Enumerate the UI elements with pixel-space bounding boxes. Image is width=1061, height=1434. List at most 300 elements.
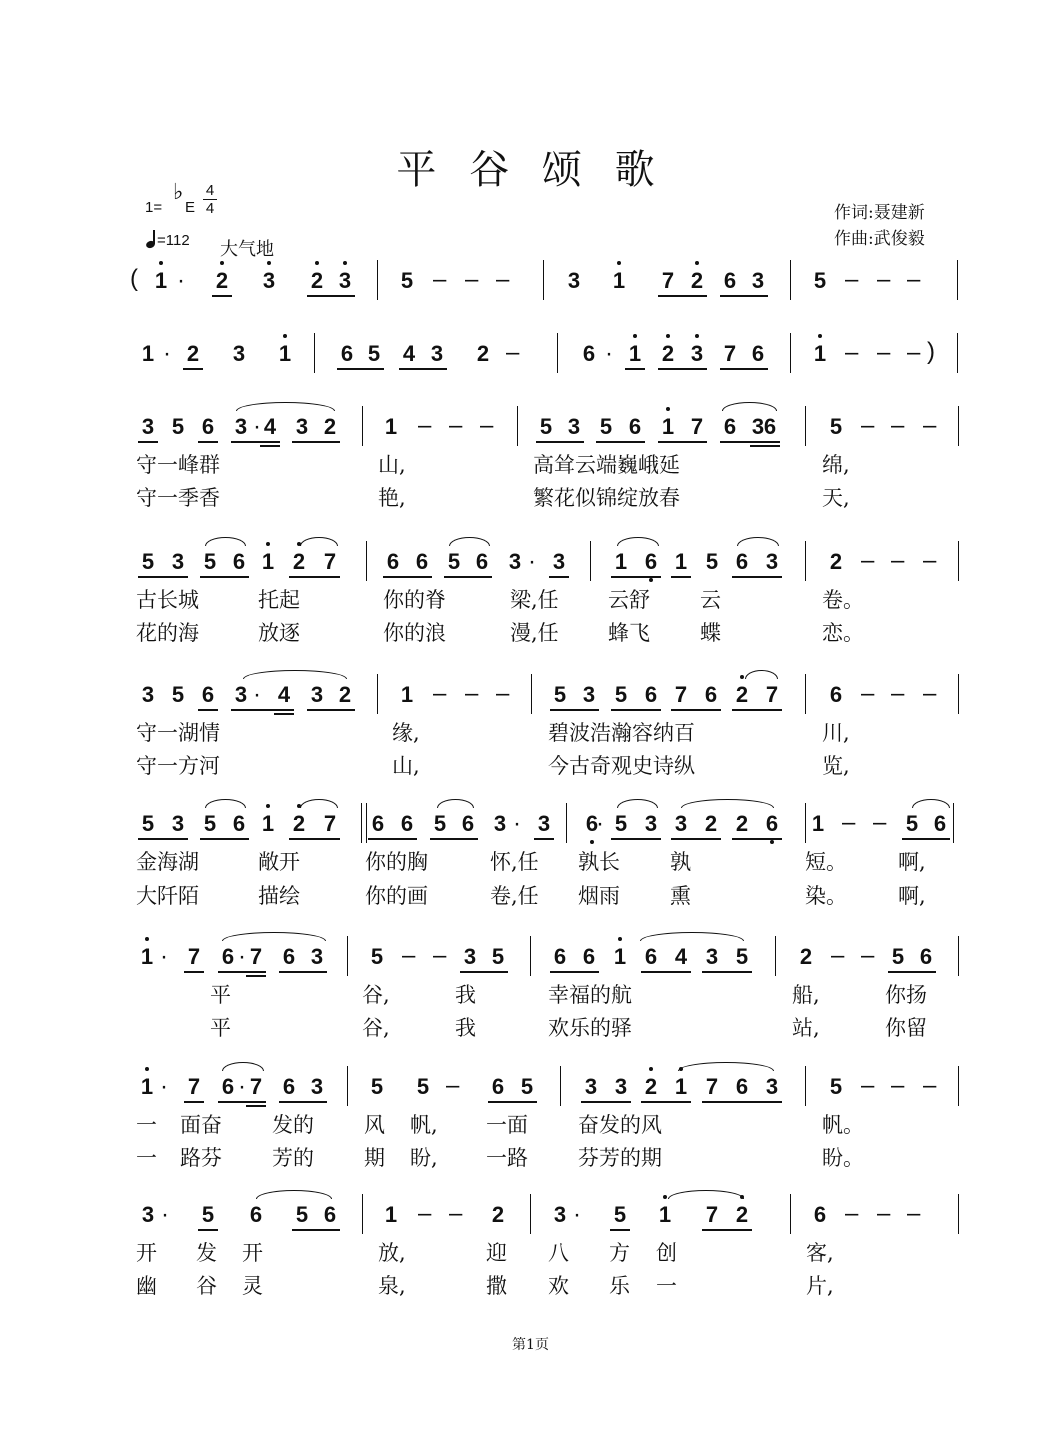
- barline: [543, 260, 544, 300]
- underline: [732, 838, 782, 840]
- note: 2: [829, 549, 843, 574]
- octave-dot: [267, 261, 271, 265]
- underline: [246, 975, 266, 977]
- dash: –: [496, 266, 510, 293]
- barline: [517, 406, 518, 446]
- note: 2: [704, 811, 718, 836]
- underline: [198, 709, 218, 711]
- composer: 作曲:武俊毅: [834, 229, 925, 249]
- note: 7: [690, 414, 704, 439]
- barline: [347, 1066, 348, 1106]
- slur: [236, 402, 335, 411]
- note: 1: [813, 341, 827, 366]
- octave-dot: [315, 261, 319, 265]
- note: 3: [553, 1202, 567, 1227]
- underline: [337, 368, 384, 370]
- underline: [184, 1101, 204, 1103]
- note: 5: [553, 682, 567, 707]
- lyric-text: 一路: [486, 1146, 528, 1170]
- underline: [279, 971, 327, 973]
- note: 3: [262, 268, 276, 293]
- note: 1: [384, 414, 398, 439]
- augmentation-dot: ·: [160, 943, 168, 970]
- note: 3: [430, 341, 444, 366]
- note: 3: [141, 682, 155, 707]
- note: 1: [614, 549, 628, 574]
- slur: [678, 1062, 774, 1071]
- barline: [805, 541, 806, 581]
- lyric-text: 迎: [486, 1241, 507, 1265]
- lyric-text: 撒: [486, 1274, 507, 1298]
- slur: [681, 799, 774, 808]
- lyricist: 作词:聂建新: [834, 203, 925, 223]
- lyric-text: 我: [455, 983, 476, 1007]
- dash: –: [861, 547, 875, 574]
- credits: [834, 200, 925, 252]
- note: 6: [491, 1074, 505, 1099]
- note: 1: [141, 341, 155, 366]
- barline: [590, 541, 591, 581]
- octave-dot: [145, 1067, 149, 1071]
- note: 1: [384, 1202, 398, 1227]
- dash: –: [873, 809, 887, 836]
- lyric-text: 描绘: [258, 884, 300, 908]
- note: 3: [232, 341, 246, 366]
- lyric-text: 奋发的风: [578, 1113, 662, 1137]
- note: 2: [186, 341, 200, 366]
- note: 2: [735, 811, 749, 836]
- barline: [958, 1194, 959, 1234]
- note: 3: [141, 414, 155, 439]
- underline: [720, 441, 780, 443]
- note: 3: [567, 268, 581, 293]
- dash: –: [861, 1072, 875, 1099]
- dash: –: [891, 412, 905, 439]
- note: 3: [508, 549, 522, 574]
- octave-dot: [666, 334, 670, 338]
- lyric-text: 艳,: [378, 486, 406, 510]
- note: 6: [735, 549, 749, 574]
- lyric-text: 灵: [242, 1274, 263, 1298]
- tempo-marking: [145, 230, 190, 249]
- note: 6: [201, 682, 215, 707]
- augmentation-dot: ·: [177, 267, 185, 294]
- dash: –: [923, 1072, 937, 1099]
- note: 5: [735, 944, 749, 969]
- underline: [534, 838, 554, 840]
- lyric-text: 一: [136, 1113, 157, 1137]
- note: 6: [585, 811, 599, 836]
- note: 7: [674, 682, 688, 707]
- dash: –: [418, 412, 432, 439]
- dash: –: [496, 680, 510, 707]
- barline: [790, 1194, 791, 1234]
- octave-dot: [266, 542, 270, 546]
- underline: [902, 838, 950, 840]
- note: 5: [370, 944, 384, 969]
- note: 3: [567, 414, 581, 439]
- dash: –: [449, 1200, 463, 1227]
- underline: [460, 971, 508, 973]
- note: 6: [371, 811, 385, 836]
- slur: [640, 932, 744, 941]
- note: 3: [310, 944, 324, 969]
- note: 2: [215, 268, 229, 293]
- lyric-text: 片,: [806, 1274, 834, 1298]
- underline: [641, 971, 691, 973]
- note: 6: [735, 1074, 749, 1099]
- lyric-text: 发: [196, 1241, 217, 1265]
- note: 5: [416, 1074, 430, 1099]
- note: 5: [520, 1074, 534, 1099]
- lyric-text: 期: [364, 1146, 385, 1170]
- note: 6: [829, 682, 843, 707]
- augmentation-dot: ·: [513, 810, 521, 837]
- dash: –: [923, 680, 937, 707]
- lyric-text: 芬芳的期: [578, 1146, 662, 1170]
- note: 3: [310, 1074, 324, 1099]
- lyric-text: 芳的: [272, 1146, 314, 1170]
- dash: –: [842, 809, 856, 836]
- note: 6: [644, 549, 658, 574]
- lyric-text: 放逐: [258, 621, 300, 645]
- barline: [347, 936, 348, 976]
- lyric-text: 站,: [792, 1016, 820, 1040]
- note: 5: [171, 682, 185, 707]
- page-title: 平 谷 颂 歌: [396, 147, 665, 193]
- slur: [222, 1062, 264, 1071]
- note: 2: [491, 1202, 505, 1227]
- note: 6: [221, 944, 235, 969]
- lyric-text: 谷: [196, 1274, 217, 1298]
- underline: [430, 838, 478, 840]
- note: 1: [628, 341, 642, 366]
- note: 2: [735, 1202, 749, 1227]
- lyric-text: 山,: [392, 754, 420, 778]
- note: 7: [187, 1074, 201, 1099]
- underline: [289, 576, 340, 578]
- note: 3: [171, 549, 185, 574]
- note: 2: [338, 682, 352, 707]
- barline: [805, 674, 806, 714]
- lyric-text: 发的: [272, 1113, 314, 1137]
- note: 7: [249, 1074, 263, 1099]
- note: 3: [537, 811, 551, 836]
- lyric-text: 你的画: [365, 884, 428, 908]
- note: 1: [140, 944, 154, 969]
- note: 1: [278, 341, 292, 366]
- dash: –: [446, 1072, 460, 1099]
- note: 6: [763, 414, 777, 439]
- octave-dot: [266, 804, 270, 808]
- underline: [184, 971, 204, 973]
- underline: [658, 368, 707, 370]
- note: 7: [187, 944, 201, 969]
- note: 5: [491, 944, 505, 969]
- augmentation-dot: ·: [160, 1073, 168, 1100]
- note: 5: [829, 1074, 843, 1099]
- note: 5: [891, 944, 905, 969]
- note: 3: [765, 1074, 779, 1099]
- underline: [671, 709, 721, 711]
- slur: [256, 1190, 332, 1199]
- barline: [958, 936, 959, 976]
- dash: –: [907, 339, 921, 366]
- lyric-text: 守一方河: [136, 754, 220, 778]
- underline: [732, 576, 782, 578]
- note: 3: [765, 549, 779, 574]
- note: 5: [367, 341, 381, 366]
- lyric-text: 怀,任: [490, 850, 539, 874]
- note: 7: [705, 1074, 719, 1099]
- lyric-text: 欢: [548, 1274, 569, 1298]
- note: 2: [644, 1074, 658, 1099]
- lyric-text: 天,: [822, 486, 850, 510]
- note: 1: [674, 549, 688, 574]
- note: 6: [461, 811, 475, 836]
- lyric-text: 孰: [670, 850, 691, 874]
- dash: –: [433, 942, 447, 969]
- dash: –: [877, 339, 891, 366]
- note: 3: [751, 414, 765, 439]
- lyric-text: 梁,任: [510, 588, 559, 612]
- note: 4: [402, 341, 416, 366]
- barline: [560, 1066, 561, 1106]
- note: 1: [140, 1074, 154, 1099]
- lyric-text: 山,: [378, 453, 406, 477]
- expression-mark: 大气地: [220, 239, 274, 260]
- augmentation-dot: ·: [161, 1201, 169, 1228]
- note: 1: [154, 268, 168, 293]
- note: 6: [386, 549, 400, 574]
- lyric-text: 蝶: [700, 621, 721, 645]
- underline: [581, 1101, 631, 1103]
- underline: [231, 441, 280, 443]
- note: 6: [400, 811, 414, 836]
- underline: [246, 1105, 266, 1107]
- note: 6: [919, 944, 933, 969]
- underline: [671, 838, 721, 840]
- slur: [745, 670, 778, 679]
- note: 6: [475, 549, 489, 574]
- underline: [307, 295, 355, 297]
- note: 6: [340, 341, 354, 366]
- underline: [368, 838, 417, 840]
- barline: [366, 803, 367, 843]
- underline: [550, 709, 599, 711]
- lyric-text: 恋。: [822, 621, 864, 645]
- underline: [260, 445, 280, 447]
- augmentation-dot: ·: [253, 413, 261, 440]
- barline: [790, 333, 791, 373]
- dash: –: [465, 680, 479, 707]
- close-paren: ): [927, 338, 935, 365]
- lyric-text: 谷,: [362, 1016, 390, 1040]
- note: 6: [232, 811, 246, 836]
- underline: [231, 709, 294, 711]
- lyric-text: 守一湖情: [136, 721, 220, 745]
- underline: [183, 368, 203, 370]
- page-number: 第1页: [512, 1337, 549, 1353]
- underline: [611, 576, 661, 578]
- note: 3: [614, 1074, 628, 1099]
- dash: –: [480, 412, 494, 439]
- slur: [300, 799, 338, 808]
- octave-dot: [649, 1067, 653, 1071]
- slur: [205, 537, 246, 546]
- note: 7: [323, 811, 337, 836]
- barline: [530, 1194, 531, 1234]
- octave-dot: [770, 840, 774, 844]
- dash: –: [861, 680, 875, 707]
- dash: –: [845, 339, 859, 366]
- lyric-text: 啊,: [898, 850, 926, 874]
- underline: [536, 441, 584, 443]
- dash: –: [449, 412, 463, 439]
- barline: [790, 260, 791, 300]
- lyric-text: 卷。: [822, 588, 864, 612]
- underline: [732, 709, 782, 711]
- note: 5: [613, 1202, 627, 1227]
- lyric-text: 帆,: [410, 1113, 438, 1137]
- underline: [641, 1101, 691, 1103]
- note: 6: [582, 341, 596, 366]
- note: 3: [295, 414, 309, 439]
- lyric-text: 大阡陌: [136, 884, 199, 908]
- note: 2: [476, 341, 490, 366]
- note: 7: [661, 268, 675, 293]
- augmentation-dot: ·: [238, 943, 246, 970]
- lyric-text: 啊,: [898, 884, 926, 908]
- lyric-text: 花的海: [136, 621, 199, 645]
- lyric-text: 孰长: [578, 850, 620, 874]
- underline: [550, 971, 599, 973]
- note: 6: [282, 944, 296, 969]
- augmentation-dot: ·: [163, 340, 171, 367]
- note: 1: [261, 549, 275, 574]
- note: 6: [723, 268, 737, 293]
- underline: [750, 445, 780, 447]
- note: 6: [933, 811, 947, 836]
- underline: [198, 1229, 218, 1231]
- slur: [300, 537, 338, 546]
- lyric-text: 览,: [822, 754, 850, 778]
- note: 5: [203, 549, 217, 574]
- note: 5: [171, 414, 185, 439]
- barline: [953, 803, 954, 843]
- underline: [671, 576, 691, 578]
- underline: [610, 1229, 630, 1231]
- dash: –: [861, 942, 875, 969]
- note: 2: [292, 549, 306, 574]
- note: 5: [539, 414, 553, 439]
- underline: [399, 368, 447, 370]
- barline: [361, 803, 362, 843]
- lyric-text: 川,: [822, 721, 850, 745]
- slur: [668, 1190, 744, 1199]
- barline: [775, 936, 776, 976]
- meter-top: 4: [205, 182, 215, 199]
- lyric-text: 八: [548, 1241, 569, 1265]
- lyric-text: 卷,任: [490, 884, 539, 908]
- note: 7: [765, 682, 779, 707]
- note: 7: [323, 549, 337, 574]
- underline: [307, 709, 355, 711]
- note: 3: [234, 414, 248, 439]
- barline: [805, 1066, 806, 1106]
- dash: –: [891, 1072, 905, 1099]
- dash: –: [831, 942, 845, 969]
- slur: [243, 670, 347, 679]
- note: 5: [141, 549, 155, 574]
- note: 6: [704, 682, 718, 707]
- underline: [138, 576, 188, 578]
- note: 5: [295, 1202, 309, 1227]
- lyric-text: 放,: [378, 1241, 406, 1265]
- note: 6: [751, 341, 765, 366]
- note: 6: [249, 1202, 263, 1227]
- underline: [888, 971, 936, 973]
- lyric-text: 绵,: [822, 453, 850, 477]
- underline: [212, 295, 232, 297]
- key-note: E: [185, 199, 196, 216]
- slur: [205, 799, 246, 808]
- underline: [292, 441, 340, 443]
- dash: –: [433, 266, 447, 293]
- underline: [138, 441, 158, 443]
- lyric-text: 守一峰群: [136, 453, 220, 477]
- octave-dot: [695, 261, 699, 265]
- flat-icon: ♭: [173, 180, 184, 205]
- dash: –: [891, 680, 905, 707]
- note: 5: [905, 811, 919, 836]
- note: 5: [400, 268, 414, 293]
- time-signature: [203, 182, 217, 217]
- octave-dot: [666, 407, 670, 411]
- note: 5: [370, 1074, 384, 1099]
- lyric-text: 创: [656, 1241, 677, 1265]
- note: 5: [813, 268, 827, 293]
- slur: [437, 799, 474, 808]
- lyric-text: 我: [455, 1016, 476, 1040]
- lyric-text: 盼。: [822, 1146, 864, 1170]
- note: 6: [323, 1202, 337, 1227]
- note: 3: [234, 682, 248, 707]
- dash: –: [877, 1200, 891, 1227]
- note: 5: [201, 1202, 215, 1227]
- lyric-text: 幸福的航: [548, 983, 632, 1007]
- note: 2: [323, 414, 337, 439]
- note: 5: [829, 414, 843, 439]
- underline: [200, 838, 249, 840]
- lyric-text: 一面: [486, 1113, 528, 1137]
- underline: [138, 838, 188, 840]
- barline: [566, 803, 567, 843]
- octave-dot: [283, 334, 287, 338]
- octave-dot: [159, 261, 163, 265]
- lyric-text: 船,: [792, 983, 820, 1007]
- note: 2: [661, 341, 675, 366]
- octave-dot: [740, 675, 744, 679]
- underline: [658, 295, 707, 297]
- dash: –: [506, 339, 520, 366]
- note: 3: [171, 811, 185, 836]
- barline: [958, 406, 959, 446]
- note: 3: [674, 811, 688, 836]
- augmentation-dot: ·: [238, 1073, 246, 1100]
- note: 3: [705, 944, 719, 969]
- note: 1: [811, 811, 825, 836]
